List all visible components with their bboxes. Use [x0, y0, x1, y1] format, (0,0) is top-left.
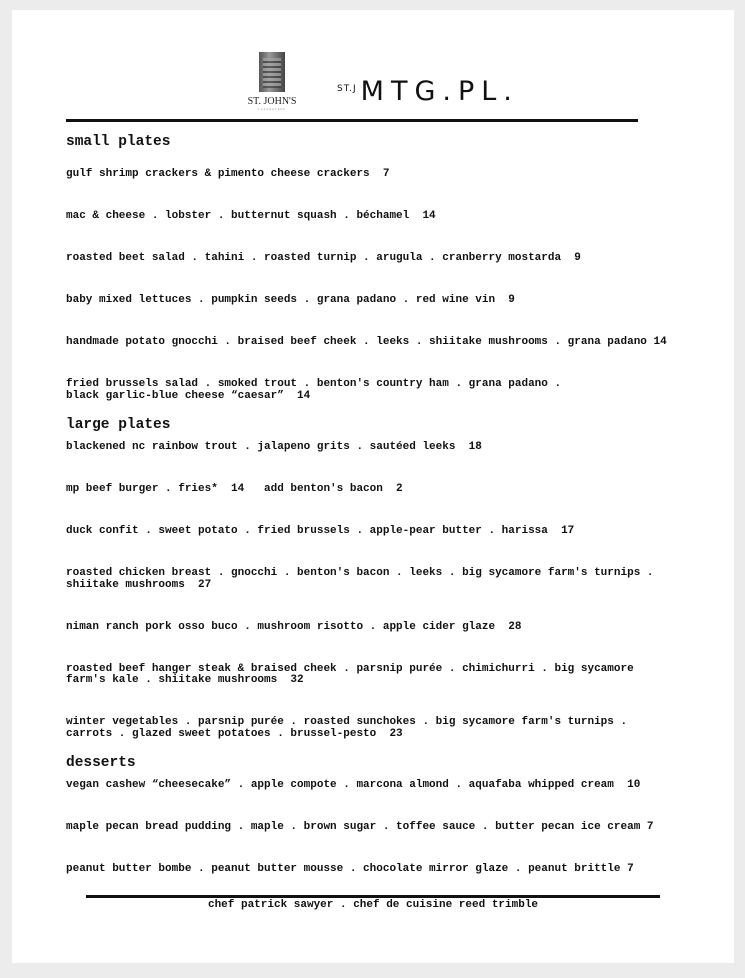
bottom-divider: [86, 895, 660, 898]
brand-title: [337, 76, 519, 107]
top-divider: [66, 119, 638, 122]
menu-item: vegan cashew “cheesecake” . apple compote . marcona almond . aquafaba whipped cream 10: [66, 779, 641, 791]
menu-item: maple pecan bread pudding . maple . brown sugar . toffee sauce . butter pecan ice cream 7: [66, 821, 654, 833]
menu-item: roasted beet salad . tahini . roasted turnip . arugula . cranberry mostarda 9: [66, 252, 581, 264]
menu-item: mac & cheese . lobster . butternut squash . béchamel 14: [66, 210, 436, 222]
menu-item: roasted chicken breast . gnocchi . benton's bacon . leeks . big sycamore farm's turnips . shiitake mushrooms 27: [66, 567, 654, 591]
menu-item: blackened nc rainbow trout . jalapeno grits . sautéed leeks 18: [66, 441, 482, 453]
section-title: small plates: [66, 134, 171, 150]
menu-item: peanut butter bombe . peanut butter mousse . chocolate mirror glaze . peanut brittle 7: [66, 863, 634, 875]
menu-item: duck confit . sweet potato . fried brussels . apple-pear butter . harissa 17: [66, 525, 575, 537]
menu-item: gulf shrimp crackers & pimento cheese crackers 7: [66, 168, 390, 180]
menu-item: handmade potato gnocchi . braised beef cheek . leeks . shiitake mushrooms . grana padano 14: [66, 336, 667, 348]
menu-item: winter vegetables . parsnip purée . roasted sunchokes . big sycamore farm's turnips . carrots . glazed sweet potatoes . brussel-pesto 23: [66, 716, 628, 740]
menu-page: [12, 10, 734, 963]
st-johns-logo: [237, 52, 307, 122]
menu-content: [66, 133, 706, 890]
menu-item: baby mixed lettuces . pumpkin seeds . grana padano . red wine vin 9: [66, 294, 515, 306]
menu-item: mp beef burger . fries* 14 add benton's bacon 2: [66, 483, 403, 495]
menu-item: fried brussels salad . smoked trout . benton's country ham . grana padano . black garlic-blue cheese “caesar” 14: [66, 378, 562, 402]
building-illustration: [259, 52, 285, 92]
section-title: large plates: [66, 417, 171, 433]
brand-prefix: ST.J: [337, 84, 357, 94]
section-title: desserts: [66, 755, 136, 771]
logo-subtext: restaurant: [257, 108, 286, 111]
brand-name: MTG.PL.: [360, 76, 519, 107]
menu-item: roasted beef hanger steak & braised cheek . parsnip purée . chimichurri . big sycamore farm's kale . shiitake mushrooms 32: [66, 662, 634, 686]
logo-text: ST. JOHN'S: [247, 96, 297, 107]
menu-item: niman ranch pork osso buco . mushroom risotto . apple cider glaze 28: [66, 620, 522, 633]
chef-credits: chef patrick sawyer . chef de cuisine reed trimble: [207, 899, 539, 911]
